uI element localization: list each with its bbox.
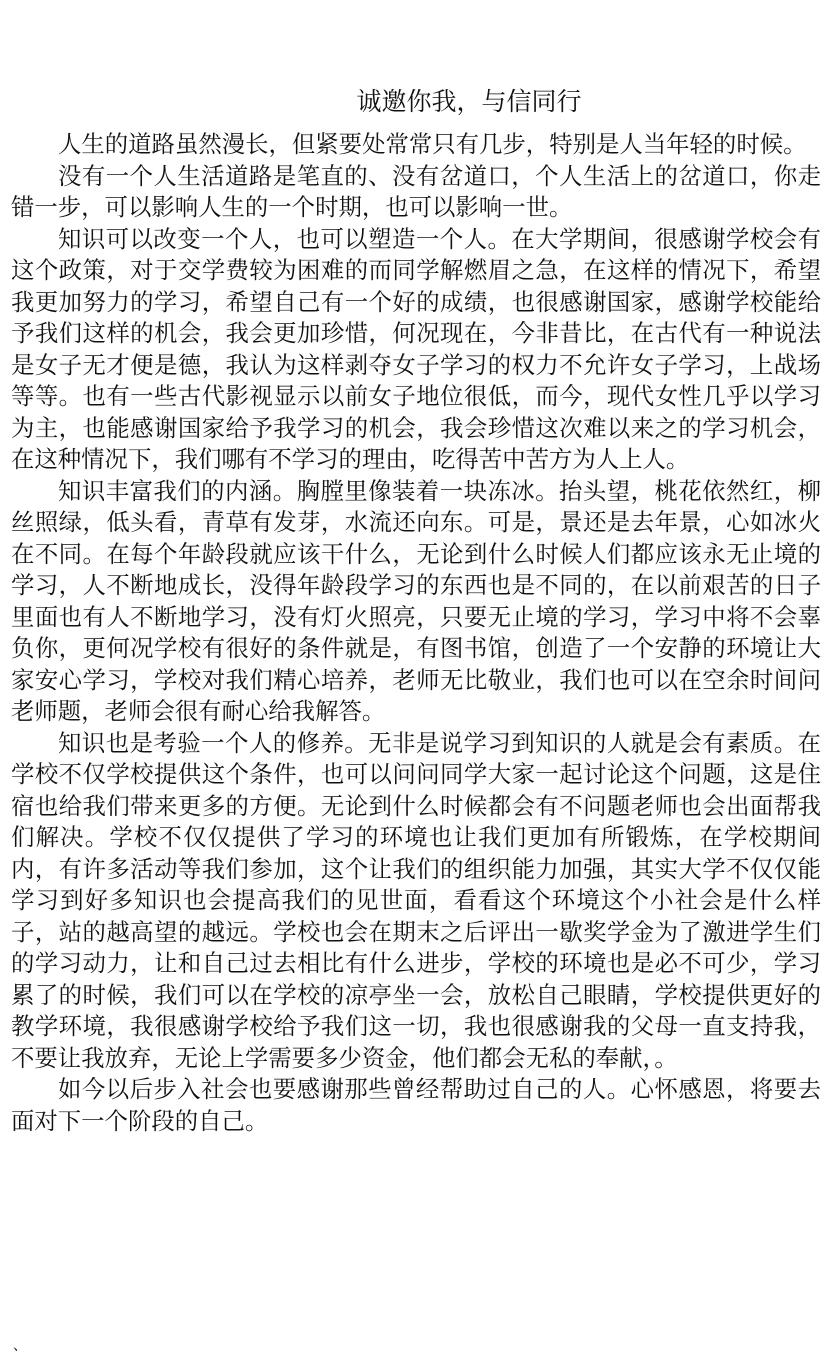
- paragraph: 知识也是考验一个人的修养。无非是说学习到知识的人就是会有素质。在学校不仅学校提供这个条件，也可以问问同学大家一起讨论这个问题，这是住宿也给我们带来更多的方便。无论到什么时候都会有不问题老师也会出面帮我们解决。学校不仅仅提供了学习的环境也让我们更加有所锻炼，在学校期间内，有许多活动等我们参加，这个让我们的组织能力加强，其实大学不仅仅能学习到好多知识也会提高我们的见世面，看看这个环境这个小社会是什么样子，站的越高望的越远。学校也会在期末之后评出一歇奖学金为了激进学生们的学习动力，让和自己过去相比有什么进步，学校的环境也是必不可少，学习累了的时候，我们可以在学校的凉亭坐一会，放松自己眼睛，学校提供更好的教学环境，我很感谢学校给予我们这一切，我也很感谢我的父母一直支持我，不要让我放弃，无论上学需要多少资金，他们都会无私的奉献，。: [11, 728, 821, 1072]
- paragraph: 没有一个人生活道路是笔直的、没有岔道口，个人生活上的岔道口，你走错一步，可以影响人生的一个时期，也可以影响一世。: [11, 161, 821, 221]
- paragraph: 如今以后步入社会也要感谢那些曾经帮助过自己的人。心怀感恩，将要去面对下一个阶段的自己。: [11, 1075, 821, 1135]
- paragraph: 知识可以改变一个人，也可以塑造一个人。在大学期间，很感谢学校会有这个政策，对于交学费较为困难的而同学解燃眉之急，在这样的情况下，希望我更加努力的学习，希望自己有一个好的成绩，也很感谢国家，感谢学校能给予我们这样的机会，我会更加珍惜，何况现在，今非昔比，在古代有一种说法是女子无才便是德，我认为这样剥夺女子学习的权力不允许女子学习，上战场等等。也有一些古代影视显示以前女子地位很低，而今，现代女性几乎以学习为主，也能感谢国家给予我学习的机会，我会珍惜这次难以来之的学习机会，在这种情况下，我们哪有不学习的理由，吃得苦中苦方为人上人。: [11, 224, 821, 473]
- trailing-mark: 、: [13, 1338, 27, 1354]
- document-title: 诚邀你我，与信同行: [356, 87, 582, 116]
- document-body: [11, 129, 821, 1137]
- paragraph: 人生的道路虽然漫长，但紧要处常常只有几步，特别是人当年轻的时候。: [58, 130, 807, 158]
- paragraph: 知识丰富我们的内涵。胸膛里像装着一块冻冰。抬头望，桃花依然红，柳丝照绿，低头看，青草有发芽，水流还向东。可是，景还是去年景，心如冰火在不同。在每个年龄段就应该干什么，无论到什么时候人们都应该永无止境的学习，人不断地成长，没得年龄段学习的东西也是不同的，在以前艰苦的日子里面也有人不断地学习，没有灯火照亮，只要无止境的学习，学习中将不会辜负你，更何况学校有很好的条件就是，有图书馆，创造了一个安静的环境让大家安心学习，学校对我们精心培养，老师无比敬业，我们也可以在空余时间问老师题，老师会很有耐心给我解答。: [11, 476, 821, 725]
